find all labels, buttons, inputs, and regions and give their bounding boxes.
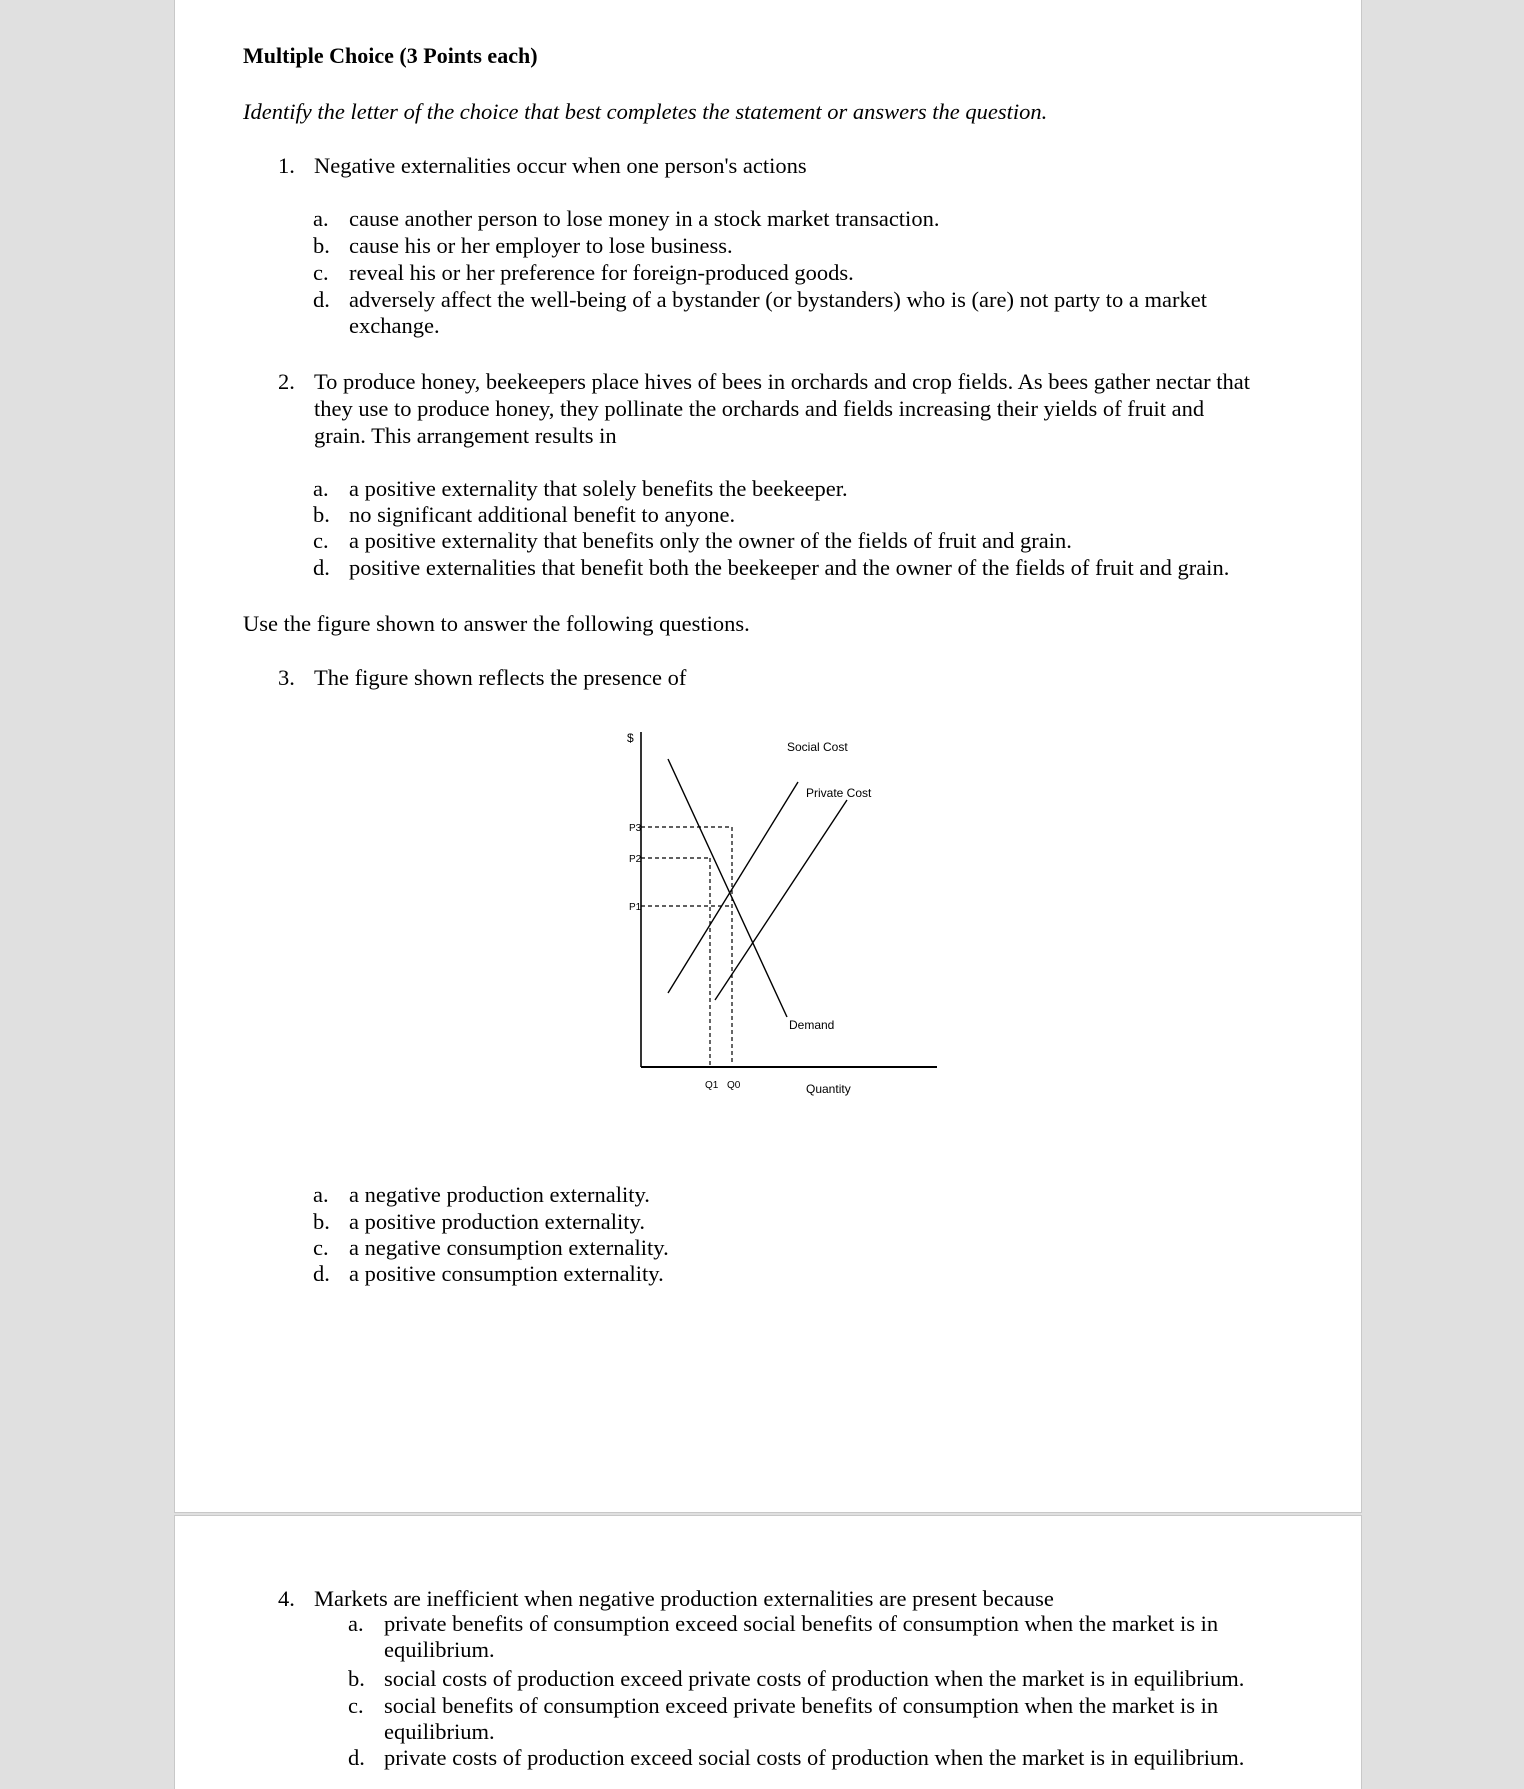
question-stem-line-1: To produce honey, beekeepers place hives of bees in orchards and crop fields. As bees gather nectar that [314,369,1250,394]
p1-label: P1 [629,902,642,913]
section-heading: Multiple Choice (3 Points each) [243,43,538,68]
p2-label: P2 [629,854,642,865]
option-text-continued: exchange. [349,313,440,338]
option-text-continued: equilibrium. [384,1637,495,1662]
externality-figure [175,0,1363,1120]
option-text: cause his or her employer to lose business. [349,233,733,258]
option-text: a negative consumption externality. [349,1235,669,1260]
option-text: a positive externality that solely benefits the beekeeper. [349,476,848,501]
social-cost-curve [668,782,798,993]
option-letter: b. [313,233,330,258]
option-text: reveal his or her preference for foreign-produced goods. [349,260,854,285]
question-number: 1. [278,153,295,178]
question-stem: The figure shown reflects the presence of [314,665,687,690]
demand-label: Demand [789,1018,835,1032]
question-stem: Negative externalities occur when one person's actions [314,153,807,178]
option-text: a positive consumption externality. [349,1261,664,1286]
p3-label: P3 [629,823,642,834]
document-page-1 [174,0,1362,1513]
social-cost-label: Social Cost [787,740,848,754]
option-text: cause another person to lose money in a stock market transaction. [349,206,940,231]
option-letter: b. [313,1209,330,1234]
option-text: adversely affect the well-being of a bystander (or bystanders) who is (are) not party to a market [349,287,1208,312]
option-text: private costs of production exceed social costs of production when the market is in equilibrium. [384,1745,1245,1770]
demand-curve [668,759,787,1017]
private-cost-curve [715,800,847,1000]
option-letter: d. [348,1745,365,1770]
option-letter: d. [313,555,330,580]
option-letter: c. [313,528,329,553]
option-letter: a. [313,1182,329,1207]
question-number: 4. [278,1586,295,1611]
option-letter: c. [348,1693,364,1718]
figure-intro: Use the figure shown to answer the following questions. [243,611,750,636]
question-stem-line-2: they use to produce honey, they pollinate the orchards and fields increasing their yields of fruit and [314,396,1205,421]
private-cost-label: Private Cost [806,786,872,800]
option-text-continued: equilibrium. [384,1719,495,1744]
y-axis-label: $ [627,731,634,745]
q1-label: Q1 [705,1080,719,1091]
option-letter: b. [313,502,330,527]
option-text: social benefits of consumption exceed private benefits of consumption when the market is in [384,1693,1219,1718]
option-letter: a. [348,1611,364,1636]
q0-label: Q0 [727,1080,741,1091]
option-letter: d. [313,1261,330,1286]
option-letter: d. [313,287,330,312]
document-page-2 [174,1515,1362,1789]
option-letter: a. [313,206,329,231]
instructions: Identify the letter of the choice that best completes the statement or answers the question. [243,99,1048,124]
option-text: a positive externality that benefits only the owner of the fields of fruit and grain. [349,528,1072,553]
option-text: a negative production externality. [349,1182,650,1207]
question-stem-line-3: grain. This arrangement results in [314,423,617,448]
option-text: positive externalities that benefit both the beekeeper and the owner of the fields of fruit and grain. [349,555,1230,580]
question-number: 2. [278,369,295,394]
option-letter: c. [313,1235,329,1260]
x-axis-label: Quantity [806,1082,851,1096]
option-letter: a. [313,476,329,501]
option-text: private benefits of consumption exceed social benefits of consumption when the market is in [384,1611,1219,1636]
option-text: a positive production externality. [349,1209,645,1234]
option-letter: b. [348,1666,365,1691]
option-text: social costs of production exceed private costs of production when the market is in equilibrium. [384,1666,1245,1691]
question-number: 3. [278,665,295,690]
option-text: no significant additional benefit to anyone. [349,502,736,527]
option-letter: c. [313,260,329,285]
question-stem: Markets are inefficient when negative production externalities are present because [314,1586,1054,1611]
